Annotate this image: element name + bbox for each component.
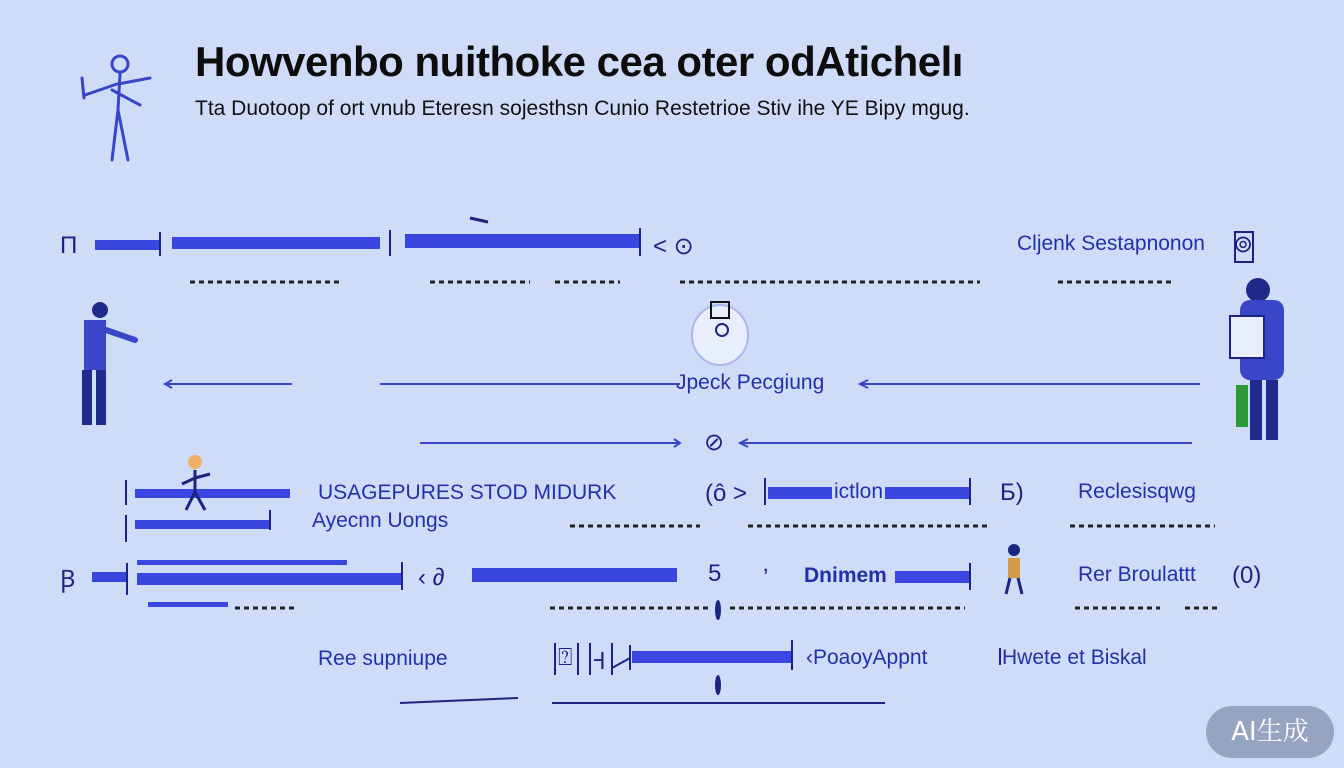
row5-right-label: Hwete et Biskal [1002,646,1147,669]
connector-bar [135,489,290,498]
row5-left-label: Ree supniupe [318,647,448,670]
row4-right-label: Rer Broulattt [1078,563,1196,586]
row5-mid-label: ‹PoaoyAppnt [806,646,928,669]
row3-symbol-a: (ô > [705,480,748,507]
ai-generated-watermark: AI生成 [1206,706,1334,758]
row1-right-label: Cljenk Sestapnonon [1017,232,1205,255]
row4-number: 5 [708,560,722,587]
connector-bar [92,572,127,582]
person-standing-icon [82,302,135,425]
page-subtitle: Tta Duotoop of ort vnub Eteresn sojesthsn Cunio Restetrioe Stiv ihe YE Bipy mgug. [195,97,970,120]
connector-bar [137,573,402,585]
small-figure-icon [182,455,210,510]
connector-bar [632,651,792,663]
connector-bar [95,240,160,250]
row1-right-symbol: ⊚ [1233,231,1254,258]
connector-bar [137,560,347,565]
connector-bar [148,602,228,607]
row5-symbol-a: ⍰ [558,644,573,671]
row4-symbol-a: ‹ ∂ [418,564,445,591]
row3-text-b: Ayecnn Uongs [312,509,449,532]
row3-bar-label: ictlon [834,480,884,503]
connector-bar [472,568,677,582]
row1-symbol: < ⊙ [653,233,694,260]
connector-bar [135,520,270,529]
connector-bar [895,571,970,583]
row4-left-mark: Ꞵ [60,566,76,593]
page-title: Howvenbo nuithoke cea oter odAtichelı [195,38,963,85]
row4-bar-label: Dnimem [804,564,887,587]
row3-symbol-b: Б) [1000,479,1024,506]
row3-text-a: USAGEPURES STOD MIDURK [318,481,617,504]
connector-bar [172,237,380,249]
row4-tick: ‚ [763,550,769,577]
connector-bar [405,234,640,248]
person-pointing-icon [82,56,150,160]
center-symbol: ⊘ [704,429,725,456]
robot-face-icon [692,302,748,365]
tiny-figure-icon [1006,544,1022,594]
row3-right-label: Reclesisqwg [1078,480,1196,503]
row5-symbol-b: Ꟶ [593,648,606,675]
center-label: Jpeck Pecgiung [676,371,825,394]
person-with-chart-icon [1230,278,1284,440]
row1-left-mark: Π [60,232,78,259]
row4-right-symbol: (0) [1232,562,1262,589]
